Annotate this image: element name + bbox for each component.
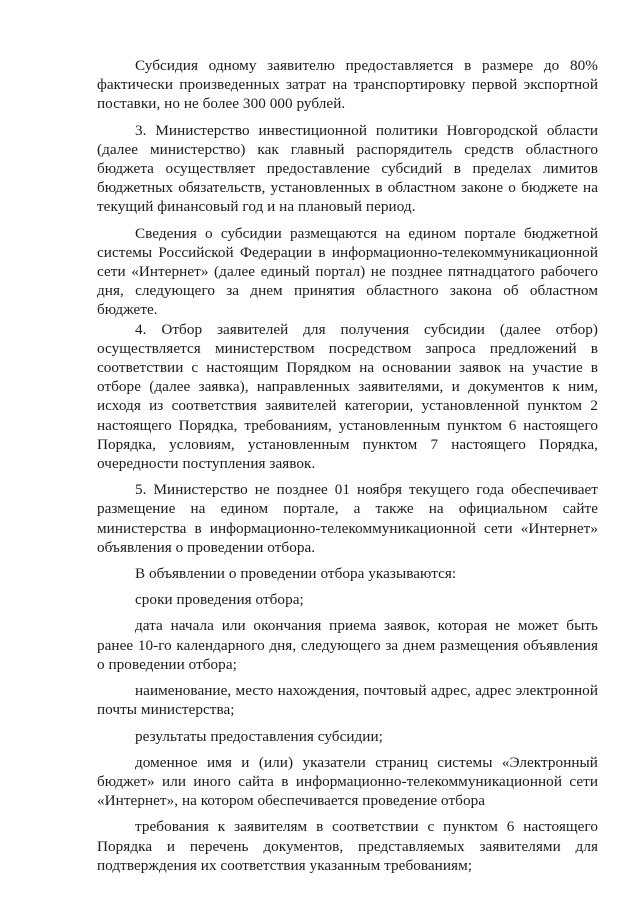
list-item-requirements: требования к заявителям в соответствии с пунктом 6 настоящего Порядка и перечень документов, представляемых заявителями для подтверждения их соответствия указанным требованиям;	[97, 818, 598, 874]
paragraph-subsidy-amount: Субсидия одному заявителю предоставляется в размере до 80% фактически произведенных затрат на транспортировку первой экспортной поставки, но не более 300 000 рублей.	[97, 57, 598, 113]
paragraph-5-announcement: 5. Министерство не позднее 01 ноября текущего года обеспечивает размещение на едином портале, а также на официальном сайте министерства в информационно-телекоммуникационной сети «Интернет» объявления о проведении отбора.	[97, 481, 598, 556]
list-item-domain-name: доменное имя и (или) указатели страниц системы «Электронный бюджет» или иного сайта в информационно-телекоммуникационной сети «Интернет», на котором обеспечивается проведение отбора	[97, 753, 598, 810]
paragraph-announcement-intro: В объявлении о проведении отбора указываются:	[135, 565, 457, 583]
paragraph-3-ministry: 3. Министерство инвестиционной политики Новгородской области (далее министерство) как главный распорядитель средств областного бюджета осуществляет предоставление субсидий в пределах лимитов бюджетных обязательств, установленных в областном законе о бюджете на текущий финансовый год и на плановый период.	[97, 121, 598, 216]
paragraph-subsidy-info: Сведения о субсидии размещаются на едином портале бюджетной системы Российской Федерации в информационно-телекоммуникационной сети «Интернет» (далее единый портал) не позднее пятнадцатого рабочего дня, следующего за днем принятия областного закона об областном бюджете.	[97, 224, 598, 319]
paragraph-4-selection: 4. Отбор заявителей для получения субсидии (далее отбор) осуществляется министерством посредством запроса предложений в соответствии с настоящим Порядком на основании заявок на участие в отборе (далее заявка), направленных заявителями, и документов к ним, исходя из соответствия заявителей категории, установленной пунктом 2 настоящего Порядка, требованиям, установленным пунктом 6 настоящего Порядка, условиям, установленным пунктом 7 настоящего Порядка, очередности поступления заявок.	[97, 320, 598, 473]
list-item-application-dates: дата начала или окончания приема заявок, которая не может быть ранее 10-го календарного дня, следующего за днем размещения объявления о проведении отбора;	[97, 617, 598, 673]
list-item-ministry-contacts: наименование, место нахождения, почтовый адрес, адрес электронной почты министерства;	[97, 682, 598, 719]
list-item-selection-dates: сроки проведения отбора;	[135, 591, 304, 609]
list-item-results: результаты предоставления субсидии;	[135, 727, 383, 745]
